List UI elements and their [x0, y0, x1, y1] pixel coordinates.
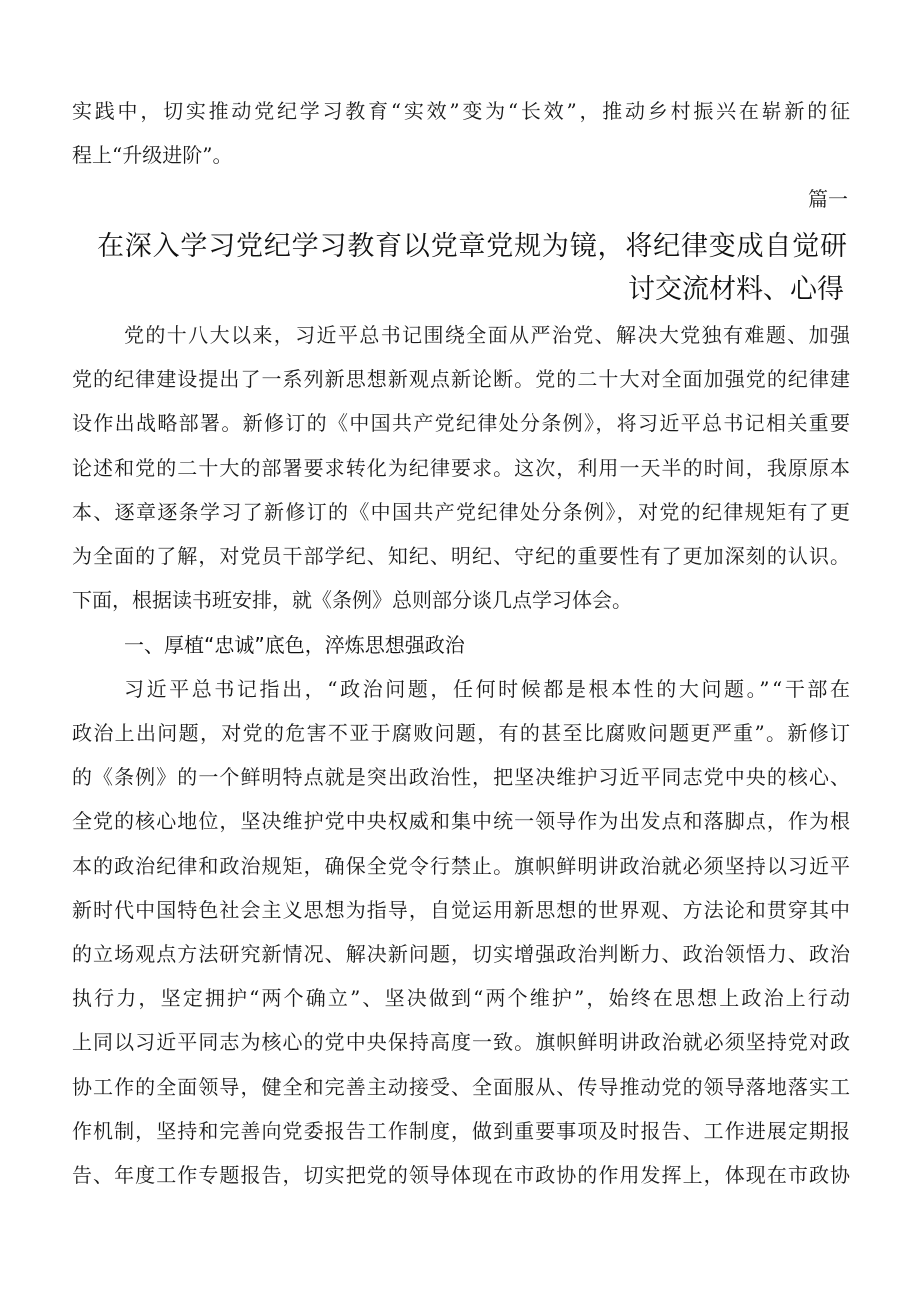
intro-line: 实践中，切实推动党纪学习教育“实效”变为“长效”，推动乡村振兴在崭新的征	[72, 99, 853, 123]
paragraph-2-line: 协工作的全面领导，健全和完善主动接受、全面服从、传导推动党的领导落地落实工	[72, 1075, 852, 1099]
document-title-line-2: 讨交流材料、心得	[628, 274, 844, 305]
paragraph-2-line: 习近平总书记指出，“政治问题，任何时候都是根本性的大问题。”“干部在	[124, 677, 853, 701]
paragraph-2-line: 全党的核心地位，坚决维护党中央权威和集中统一领导作为出发点和落脚点，作为根	[72, 809, 852, 833]
paragraph-1-line: 党的纪律建设提出了一系列新思想新观点新论断。党的二十大对全面加强党的纪律建	[72, 367, 852, 391]
paragraph-1-line: 设作出战略部署。新修订的《中国共产党纪律处分条例》，将习近平总书记相关重要	[72, 411, 852, 435]
intro-line: 程上“升级进阶”。	[72, 143, 233, 167]
paragraph-1-line: 下面，根据读书班安排，就《条例》总则部分谈几点学习体会。	[72, 588, 632, 612]
paragraph-2-line: 的《条例》的一个鲜明特点就是突出政治性，把坚决维护习近平同志党中央的核心、	[72, 765, 852, 789]
paragraph-2-line: 新时代中国特色社会主义思想为指导，自觉运用新思想的世界观、方法论和贯穿其中	[72, 898, 852, 922]
document-title-line-1: 在深入学习党纪学习教育以党章党规为镜，将纪律变成自觉研	[97, 231, 848, 262]
paragraph-2-line: 上同以习近平同志为核心的党中央保持高度一致。旗帜鲜明讲政治就必须坚持党对政	[72, 1030, 852, 1054]
section-label: 篇一	[808, 187, 848, 211]
paragraph-2-line: 本的政治纪律和政治规矩，确保全党令行禁止。旗帜鲜明讲政治就必须坚持以习近平	[72, 854, 852, 878]
paragraph-2-line: 的立场观点方法研究新情况、解决新问题，切实增强政治判断力、政治领悟力、政治	[72, 942, 852, 966]
paragraph-2-line: 执行力，坚定拥护“两个确立”、坚决做到“两个维护”，始终在思想上政治上行动	[72, 986, 853, 1010]
paragraph-2-line: 告、年度工作专题报告，切实把党的领导体现在市政协的作用发挥上，体现在市政协	[72, 1163, 852, 1187]
paragraph-1-line: 本、逐章逐条学习了新修订的《中国共产党纪律处分条例》，对党的纪律规矩有了更	[72, 500, 852, 524]
paragraph-2-line: 政治上出问题，对党的危害不亚于腐败问题，有的甚至比腐败问题更严重”。新修订	[72, 721, 852, 745]
paragraph-1-line: 论述和党的二十大的部署要求转化为纪律要求。这次，利用一天半的时间，我原原本	[72, 456, 852, 480]
paragraph-1-line: 为全面的了解，对党员干部学纪、知纪、明纪、守纪的重要性有了更加深刻的认识。	[72, 544, 852, 568]
paragraph-2-line: 作机制，坚持和完善向党委报告工作制度，做到重要事项及时报告、工作进展定期报	[72, 1119, 852, 1143]
paragraph-1-line: 党的十八大以来，习近平总书记围绕全面从严治党、解决大党独有难题、加强	[124, 323, 852, 347]
section-heading: 一、厚植“忠诚”底色，淬炼思想强政治	[124, 633, 465, 657]
